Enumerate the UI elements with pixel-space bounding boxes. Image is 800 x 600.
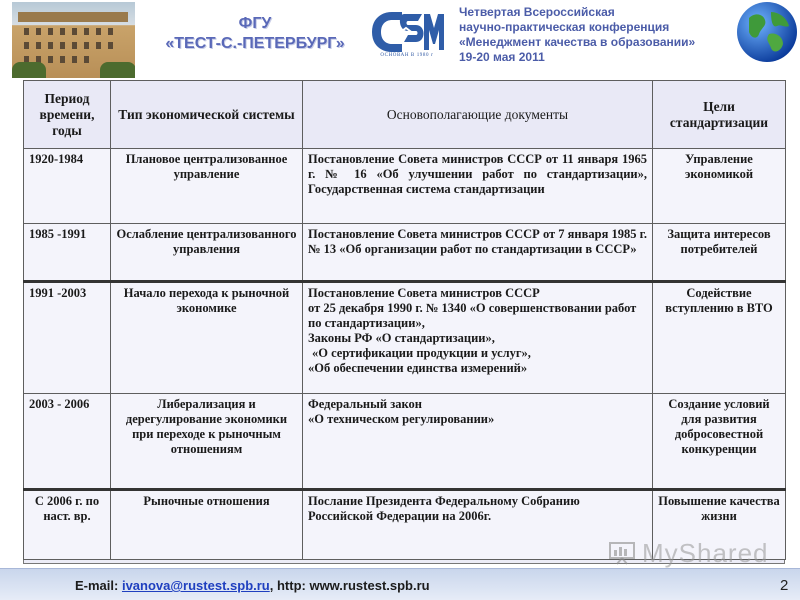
column-header-period: Период времени, годы (24, 81, 111, 149)
website-text: , http: www.rustest.spb.ru (269, 578, 430, 593)
column-header-economy-type: Тип экономической системы (111, 81, 303, 149)
document-line: от 25 декабря 1990 г. № 1340 «О совершенствовании работ по стандартизации», (308, 301, 637, 330)
building-photo (12, 2, 135, 78)
page-number: 2 (780, 577, 789, 594)
document-line: Законы РФ «О стандартизации», (308, 331, 495, 345)
document-line: «О техническом регулировании» (308, 412, 495, 426)
goal-cell: Содействие вступлению в ВТО (653, 282, 786, 394)
goal-cell: Повышение качества жизни (653, 490, 786, 560)
table-header-row (24, 81, 786, 149)
email-label: E-mail: (75, 578, 122, 593)
economy-type-cell: Ослабление централизованного управления (111, 224, 303, 282)
globe-icon (735, 0, 799, 64)
economy-type-cell: Плановое централизованное управление (111, 149, 303, 224)
documents-cell (303, 394, 653, 490)
documents-cell: Постановление Совета министров СССР от 7 января 1985 г. № 13 «Об организации работ по стандартизации в СССР» (303, 224, 653, 282)
table-row (24, 149, 786, 224)
slide-header (0, 0, 800, 78)
footer-contacts (75, 578, 430, 593)
period-cell: 1991 -2003 (24, 282, 111, 394)
documents-cell: Постановление Совета министров СССР от 11 января 1965 г. № 16 «Об улучшении работ по стандартизации», Государственная система стандартизации (303, 149, 653, 224)
document-line: «Об обеспечении единства измерений» (308, 361, 528, 375)
column-header-documents: Основополагающие документы (303, 81, 653, 149)
conference-line: «Менеджмент качества в образовании» (459, 35, 696, 49)
period-cell: 2003 - 2006 (24, 394, 111, 490)
goal-cell: Управление экономикой (653, 149, 786, 224)
economy-type-cell: Рыночные отношения (111, 490, 303, 560)
conference-line: научно-практическая конференция (459, 20, 670, 34)
table-row (24, 282, 786, 394)
period-cell: 1985 -1991 (24, 224, 111, 282)
documents-cell: Послание Президента Федеральному Собранию Российской Федерации на 2006г. (303, 490, 653, 560)
conference-title (459, 5, 729, 65)
standardization-table (23, 80, 786, 560)
economy-type-cell: Либерализация и дерегулирование экономики при переходе к рыночным отношениям (111, 394, 303, 490)
logo-caption: ОСНОВАН В 1980 г (380, 53, 434, 58)
org-title-line1: ФГУ (238, 15, 272, 32)
conference-line: Четвертая Всероссийская (459, 5, 615, 19)
document-line: «О сертификации продукции и услуг», (312, 346, 531, 360)
email-link[interactable]: ivanova@rustest.spb.ru (121, 578, 270, 593)
document-line: Федеральный закон (308, 397, 422, 411)
watermark: MyShared (642, 538, 769, 568)
period-cell: 1920-1984 (24, 149, 111, 224)
conference-date: 19-20 мая 2011 (459, 50, 545, 64)
goal-cell: Защита интересов потребителей (653, 224, 786, 282)
documents-cell (303, 282, 653, 394)
column-header-goals: Цели стандартизации (653, 81, 786, 149)
economy-type-cell: Начало перехода к рыночной экономике (111, 282, 303, 394)
goal-cell: Создание условий для развития добросовестной конкуренции (653, 394, 786, 490)
org-title-line2: «ТЕСТ-С.-ПЕТЕРБУРГ» (165, 35, 345, 52)
org-title (150, 14, 360, 54)
table-row (24, 394, 786, 490)
table-row (24, 224, 786, 282)
period-cell: С 2006 г. по наст. вр. (24, 490, 111, 560)
document-line: Постановление Совета министров СССР (308, 286, 540, 300)
